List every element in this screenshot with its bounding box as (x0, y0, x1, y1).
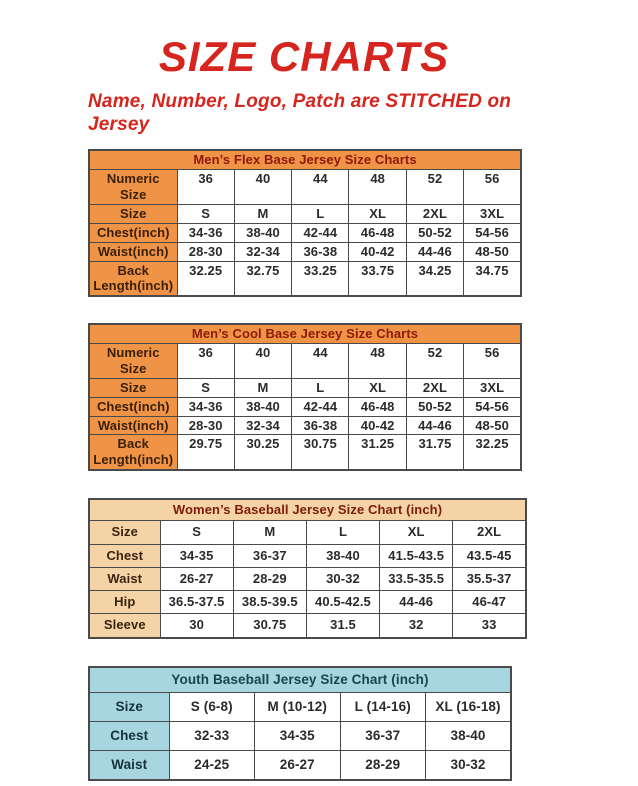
value-cell: L (292, 378, 349, 397)
value-cell: 48-50 (464, 242, 521, 261)
table-row (89, 344, 521, 379)
value-cell: 36-37 (340, 721, 426, 750)
row-label: Size (89, 204, 177, 223)
value-cell: 32.75 (234, 261, 291, 296)
value-cell: 30-32 (426, 751, 512, 781)
value-cell: 36.5-37.5 (160, 591, 233, 614)
value-cell: 44-46 (406, 242, 463, 261)
row-label: Size (89, 692, 169, 721)
value-cell: 32.25 (464, 435, 521, 470)
value-cell: XL (380, 521, 453, 544)
value-cell: 50-52 (406, 397, 463, 416)
value-cell: 48 (349, 344, 406, 379)
row-label: Numeric Size (89, 344, 177, 379)
value-cell: 31.25 (349, 435, 406, 470)
table-row (89, 397, 521, 416)
table-title-row (89, 499, 526, 521)
value-cell: 40 (234, 344, 291, 379)
table-row (89, 692, 511, 721)
value-cell: 32-34 (234, 242, 291, 261)
row-label: Chest (89, 544, 160, 567)
table-row (89, 521, 526, 544)
table-title: Youth Baseball Jersey Size Chart (inch) (89, 667, 511, 693)
youth-baseball-jersey-size-chart (88, 666, 512, 782)
value-cell: 36 (177, 344, 234, 379)
value-cell: M (10-12) (255, 692, 341, 721)
value-cell: 36-38 (292, 416, 349, 435)
value-cell: 44-46 (406, 416, 463, 435)
womens-baseball-jersey-size-chart (88, 498, 527, 639)
value-cell: 38.5-39.5 (233, 591, 306, 614)
value-cell: 2XL (453, 521, 526, 544)
row-label: Waist (89, 751, 169, 781)
value-cell: 42-44 (292, 223, 349, 242)
youth-table-section (88, 666, 638, 782)
value-cell: 30-32 (306, 567, 379, 590)
value-cell: 33.75 (349, 261, 406, 296)
table-title: Men’s Cool Base Jersey Size Charts (89, 324, 521, 343)
value-cell: 46-48 (349, 397, 406, 416)
value-cell: 54-56 (464, 397, 521, 416)
value-cell: 40 (234, 170, 291, 205)
value-cell: S (177, 378, 234, 397)
table-row (89, 416, 521, 435)
value-cell: 56 (464, 344, 521, 379)
table-title-row (89, 324, 521, 343)
value-cell: 28-29 (233, 567, 306, 590)
page-header (0, 33, 608, 80)
value-cell: 32 (380, 614, 453, 638)
value-cell: 28-30 (177, 242, 234, 261)
value-cell: 33.5-35.5 (380, 567, 453, 590)
table-title: Men’s Flex Base Jersey Size Charts (89, 150, 521, 169)
value-cell: 43.5-45 (453, 544, 526, 567)
value-cell: 2XL (406, 378, 463, 397)
table-row (89, 435, 521, 470)
value-cell: 52 (406, 344, 463, 379)
table-row (89, 242, 521, 261)
value-cell: 34.75 (464, 261, 521, 296)
value-cell: 34-35 (255, 721, 341, 750)
row-label: Size (89, 378, 177, 397)
value-cell: 40.5-42.5 (306, 591, 379, 614)
value-cell: 33.25 (292, 261, 349, 296)
value-cell: 30.25 (234, 435, 291, 470)
value-cell: 40-42 (349, 416, 406, 435)
value-cell: 44-46 (380, 591, 453, 614)
value-cell: S (6-8) (169, 692, 255, 721)
value-cell: 32.25 (177, 261, 234, 296)
row-label: Waist(inch) (89, 242, 177, 261)
value-cell: 38-40 (306, 544, 379, 567)
value-cell: 38-40 (234, 397, 291, 416)
value-cell: 3XL (464, 204, 521, 223)
row-label: Waist(inch) (89, 416, 177, 435)
value-cell: 41.5-43.5 (380, 544, 453, 567)
table-row (89, 614, 526, 638)
value-cell: 44 (292, 344, 349, 379)
value-cell: 34.25 (406, 261, 463, 296)
value-cell: 3XL (464, 378, 521, 397)
value-cell: L (306, 521, 379, 544)
value-cell: L (292, 204, 349, 223)
value-cell: XL (349, 378, 406, 397)
value-cell: 26-27 (255, 751, 341, 781)
table-row (89, 378, 521, 397)
value-cell: 26-27 (160, 567, 233, 590)
mens-flex-base-jersey-size-chart (88, 149, 522, 297)
value-cell: 33 (453, 614, 526, 638)
row-label: Numeric Size (89, 170, 177, 205)
value-cell: S (177, 204, 234, 223)
row-label: Back Length(inch) (89, 261, 177, 296)
value-cell: 48-50 (464, 416, 521, 435)
value-cell: 46-48 (349, 223, 406, 242)
value-cell: 44 (292, 170, 349, 205)
table-row (89, 751, 511, 781)
value-cell: 48 (349, 170, 406, 205)
value-cell: 31.5 (306, 614, 379, 638)
value-cell: M (234, 378, 291, 397)
value-cell: 50-52 (406, 223, 463, 242)
page-subtitle: Name, Number, Logo, Patch are STITCHED on Jersey (88, 91, 512, 136)
row-label: Size (89, 521, 160, 544)
table-title-row (89, 150, 521, 169)
value-cell: 42-44 (292, 397, 349, 416)
mens-cool-table-section (88, 323, 638, 471)
value-cell: M (233, 521, 306, 544)
value-cell: 28-30 (177, 416, 234, 435)
value-cell: XL (349, 204, 406, 223)
value-cell: S (160, 521, 233, 544)
value-cell: 38-40 (234, 223, 291, 242)
row-label: Chest (89, 721, 169, 750)
value-cell: 34-35 (160, 544, 233, 567)
table-row (89, 223, 521, 242)
womens-table-section (88, 498, 638, 639)
value-cell: 36-37 (233, 544, 306, 567)
value-cell: 36-38 (292, 242, 349, 261)
table-title: Women’s Baseball Jersey Size Chart (inch) (89, 499, 526, 521)
value-cell: 40-42 (349, 242, 406, 261)
value-cell: 38-40 (426, 721, 512, 750)
row-label: Waist (89, 567, 160, 590)
table-row (89, 591, 526, 614)
row-label: Chest(inch) (89, 223, 177, 242)
mens-flex-table-section (88, 149, 638, 297)
row-label: Back Length(inch) (89, 435, 177, 470)
value-cell: XL (16-18) (426, 692, 512, 721)
row-label: Sleeve (89, 614, 160, 638)
value-cell: 32-33 (169, 721, 255, 750)
row-label: Hip (89, 591, 160, 614)
value-cell: 30.75 (233, 614, 306, 638)
value-cell: 56 (464, 170, 521, 205)
table-row (89, 261, 521, 296)
value-cell: 29.75 (177, 435, 234, 470)
value-cell: 30 (160, 614, 233, 638)
table-row (89, 544, 526, 567)
size-charts-page (0, 33, 638, 786)
table-title-row (89, 667, 511, 693)
value-cell: L (14-16) (340, 692, 426, 721)
value-cell: 35.5-37 (453, 567, 526, 590)
value-cell: 36 (177, 170, 234, 205)
value-cell: 2XL (406, 204, 463, 223)
value-cell: 34-36 (177, 397, 234, 416)
table-row (89, 721, 511, 750)
value-cell: 28-29 (340, 751, 426, 781)
mens-cool-base-jersey-size-chart (88, 323, 522, 471)
table-row (89, 567, 526, 590)
value-cell: 32-34 (234, 416, 291, 435)
value-cell: 54-56 (464, 223, 521, 242)
page-title: SIZE CHARTS (158, 33, 450, 80)
table-row (89, 204, 521, 223)
value-cell: 31.75 (406, 435, 463, 470)
value-cell: 30.75 (292, 435, 349, 470)
value-cell: 24-25 (169, 751, 255, 781)
row-label: Chest(inch) (89, 397, 177, 416)
value-cell: M (234, 204, 291, 223)
value-cell: 46-47 (453, 591, 526, 614)
value-cell: 34-36 (177, 223, 234, 242)
value-cell: 52 (406, 170, 463, 205)
table-row (89, 170, 521, 205)
